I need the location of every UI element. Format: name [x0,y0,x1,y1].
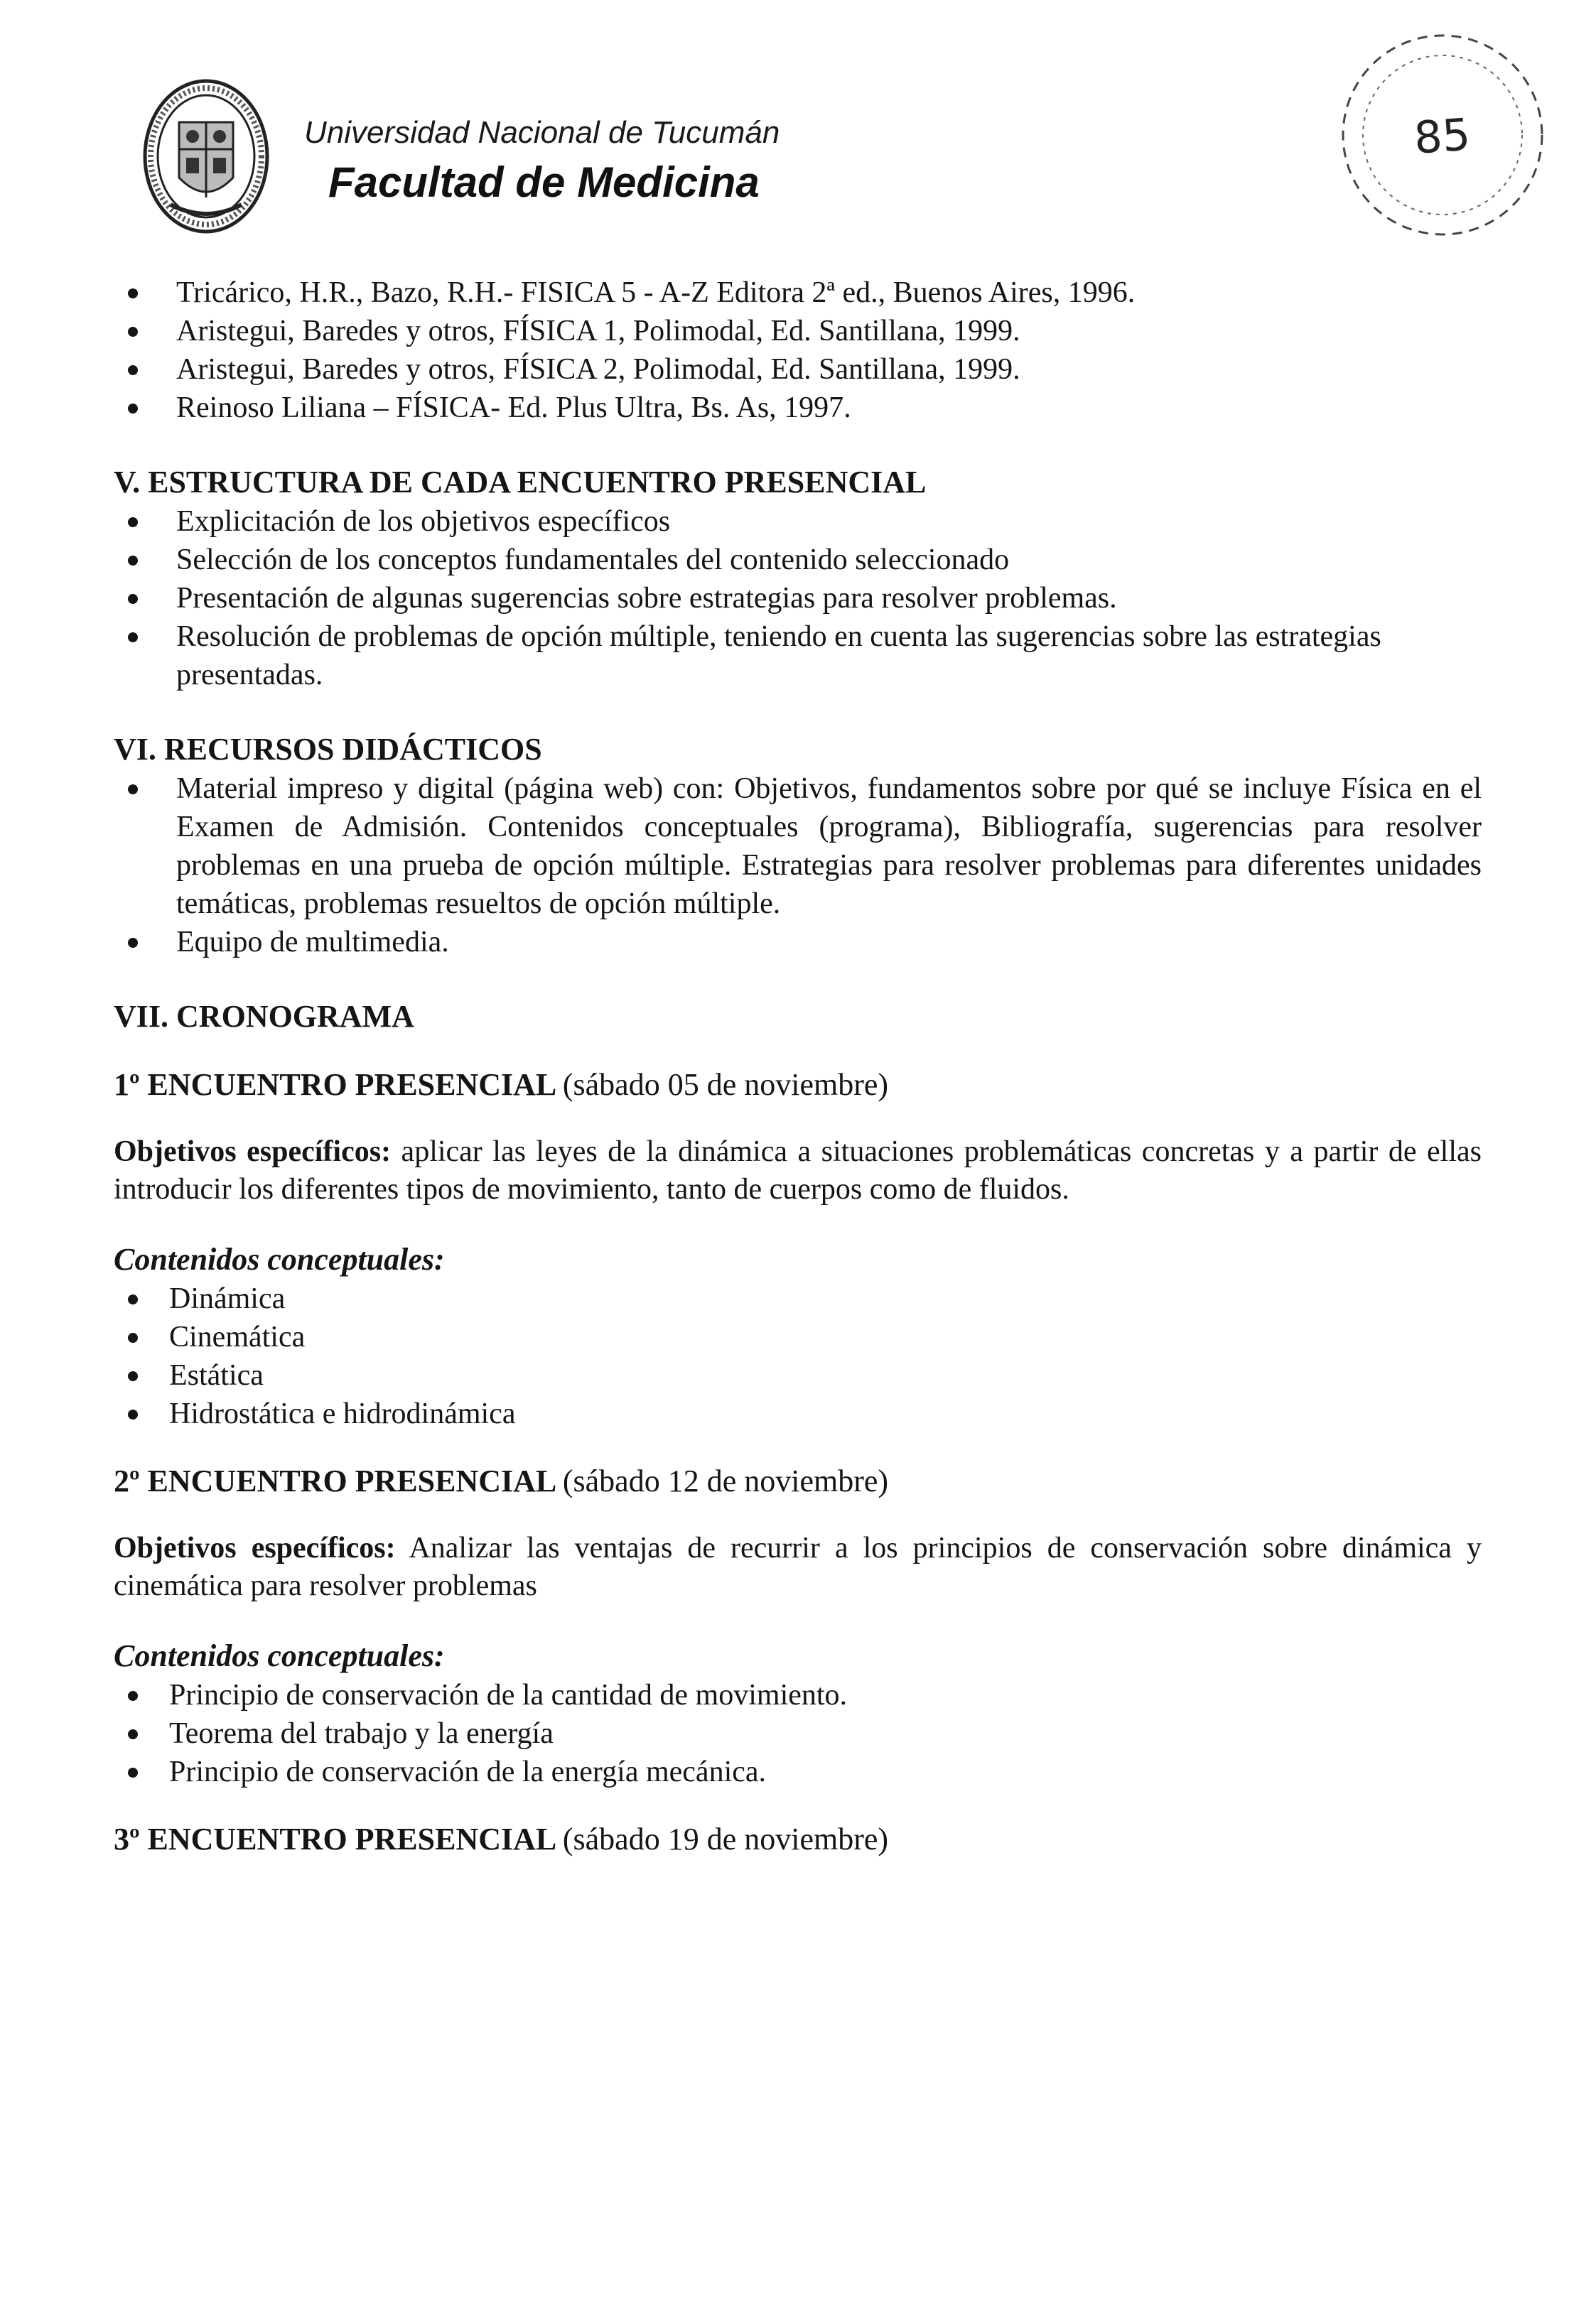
section-vi-heading: VI. RECURSOS DIDÁCTICOS [114,732,542,767]
list-item: Presentación de algunas sugerencias sobre estrategias para resolver problemas. [114,579,1482,617]
list-item: Principio de conservación de la cantidad de movimiento. [114,1676,1482,1714]
encuentro-date: (sábado 19 de noviembre) [562,1822,889,1857]
encuentro-title: 1º ENCUENTRO PRESENCIAL [114,1067,555,1102]
list-item: Material impreso y digital (página web) con: Objetivos, fundamentos sobre por qué se incluye Física en el Examen de Admisión. Contenidos conceptuales (programa), Bibliografía, sugerencias para resolver problemas en una prueba de opción múltiple. Estrategias para resolver problemas para diferentes unidades temáticas, problemas resueltos de opción múltiple. [114,769,1482,923]
faculty-name: Facultad de Medicina [328,158,760,206]
encuentro-2-objetivos [114,1530,1482,1605]
objetivos-text: aplicar las leyes de la dinámica a situaciones problemáticas concretas y a partir de ellas introducir los diferentes tipos de movimiento, tanto de cuerpos como de fluidos. [114,1135,1482,1206]
encuentro-1-objetivos [114,1133,1482,1209]
encuentro-title: 2º ENCUENTRO PRESENCIAL [114,1464,555,1498]
encuentro-1-contenidos [114,1280,1482,1433]
page-number: 85 [1412,108,1472,164]
reference-item: Tricárico, H.R., Bazo, R.H.- FISICA 5 - A-Z Editora 2ª ed., Buenos Aires, 1996. [114,274,1482,312]
encuentro-2-contenidos [114,1676,1482,1791]
list-item: Equipo de multimedia. [114,923,1482,961]
reference-item: Aristegui, Baredes y otros, FÍSICA 1, Polimodal, Ed. Santillana, 1999. [114,312,1482,350]
contenidos-label: Contenidos conceptuales: [114,1638,445,1673]
encuentro-1-title [114,1065,1482,1105]
reference-item: Reinoso Liliana – FÍSICA- Ed. Plus Ultra, Bs. As, 1997. [114,389,1482,427]
objetivos-label: Objetivos específicos: [114,1135,392,1168]
objetivos-text: Analizar las ventajas de recurrir a los principios de conservación sobre dinámica y cinemática para resolver problemas [114,1532,1482,1602]
encuentro-date: (sábado 05 de noviembre) [562,1067,889,1102]
encuentro-3-title [114,1820,1482,1859]
university-seal-icon [142,78,270,234]
document-body [114,274,1482,1859]
section-v-heading: V. ESTRUCTURA DE CADA ENCUENTRO PRESENCIAL [114,465,927,499]
list-item: Resolución de problemas de opción múltiple, teniendo en cuenta las sugerencias sobre las estrategias presentadas. [114,617,1482,694]
contenidos-label: Contenidos conceptuales: [114,1242,445,1277]
university-name: Universidad Nacional de Tucumán [304,115,780,150]
page-header [0,0,1569,256]
list-item: Hidrostática e hidrodinámica [114,1395,1482,1433]
list-item: Explicitación de los objetivos específicos [114,502,1482,541]
encuentro-2-title [114,1461,1482,1501]
section-vii-heading: VII. CRONOGRAMA [114,999,414,1034]
list-item: Dinámica [114,1280,1482,1318]
reference-item: Aristegui, Baredes y otros, FÍSICA 2, Polimodal, Ed. Santillana, 1999. [114,350,1482,389]
objetivos-label: Objetivos específicos: [114,1532,396,1564]
list-item: Teorema del trabajo y la energía [114,1714,1482,1753]
encuentro-title: 3º ENCUENTRO PRESENCIAL [114,1822,555,1857]
list-item: Selección de los conceptos fundamentales del contenido seleccionado [114,541,1482,579]
list-item: Cinemática [114,1318,1482,1356]
reference-list [114,274,1482,427]
encuentro-date: (sábado 12 de noviembre) [562,1464,889,1498]
list-item: Principio de conservación de la energía mecánica. [114,1753,1482,1791]
list-item: Estática [114,1356,1482,1395]
section-v-list [114,502,1482,694]
section-vi-list [114,769,1482,961]
